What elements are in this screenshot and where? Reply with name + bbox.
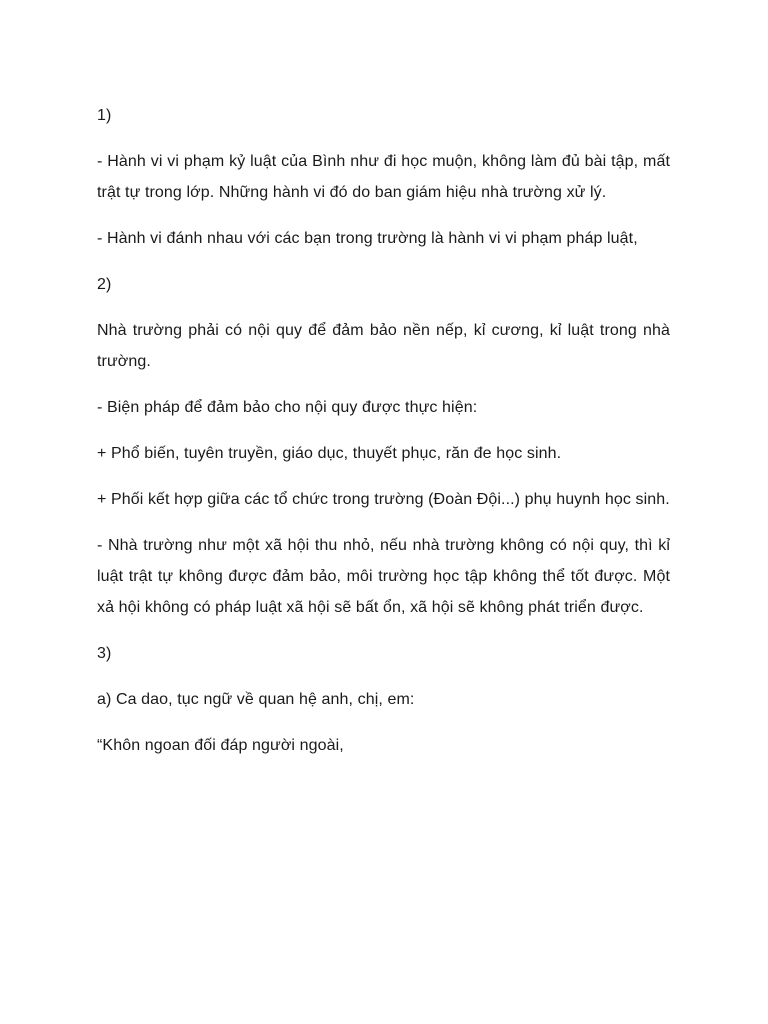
- paragraph-folk-saying-quote: “Khôn ngoan đối đáp người ngoài,: [97, 737, 344, 754]
- section-number-1: 1): [97, 107, 112, 124]
- paragraph-measure-2: + Phối kết hợp giữa các tổ chức trong trường (Đoàn Đội...) phụ huynh học sinh.: [97, 491, 670, 508]
- paragraph-measures-heading: - Biện pháp để đảm bảo cho nội quy được thực hiện:: [97, 399, 478, 416]
- section-number-3: 3): [97, 645, 112, 662]
- paragraph-folk-sayings-heading: a) Ca dao, tục ngữ về quan hệ anh, chị, em:: [97, 691, 415, 708]
- paragraph-discipline-violation: - Hành vi vi phạm kỷ luật của Bình như đi học muộn, không làm đủ bài tập, mất trật tự trong lớp. Những hành vi đó do ban giám hiệu nhà trường xử lý.: [97, 153, 670, 201]
- paragraph-measure-1: + Phổ biến, tuyên truyền, giáo dục, thuyết phục, răn đe học sinh.: [97, 445, 562, 462]
- paragraph-law-violation: - Hành vi đánh nhau với các bạn trong trường là hành vi vi phạm pháp luật,: [97, 230, 638, 247]
- paragraph-school-rules: Nhà trường phải có nội quy để đảm bảo nền nếp, kỉ cương, kỉ luật trong nhà trường.: [97, 322, 670, 370]
- paragraph-school-society: - Nhà trường như một xã hội thu nhỏ, nếu nhà trường không có nội quy, thì kỉ luật trật tự không được đảm bảo, môi trường học tập không thể tốt được. Một xả hội không có pháp luật xã hội sẽ bất ổn, xã hội sẽ không phát triển được.: [97, 537, 670, 616]
- section-number-2: 2): [97, 276, 112, 293]
